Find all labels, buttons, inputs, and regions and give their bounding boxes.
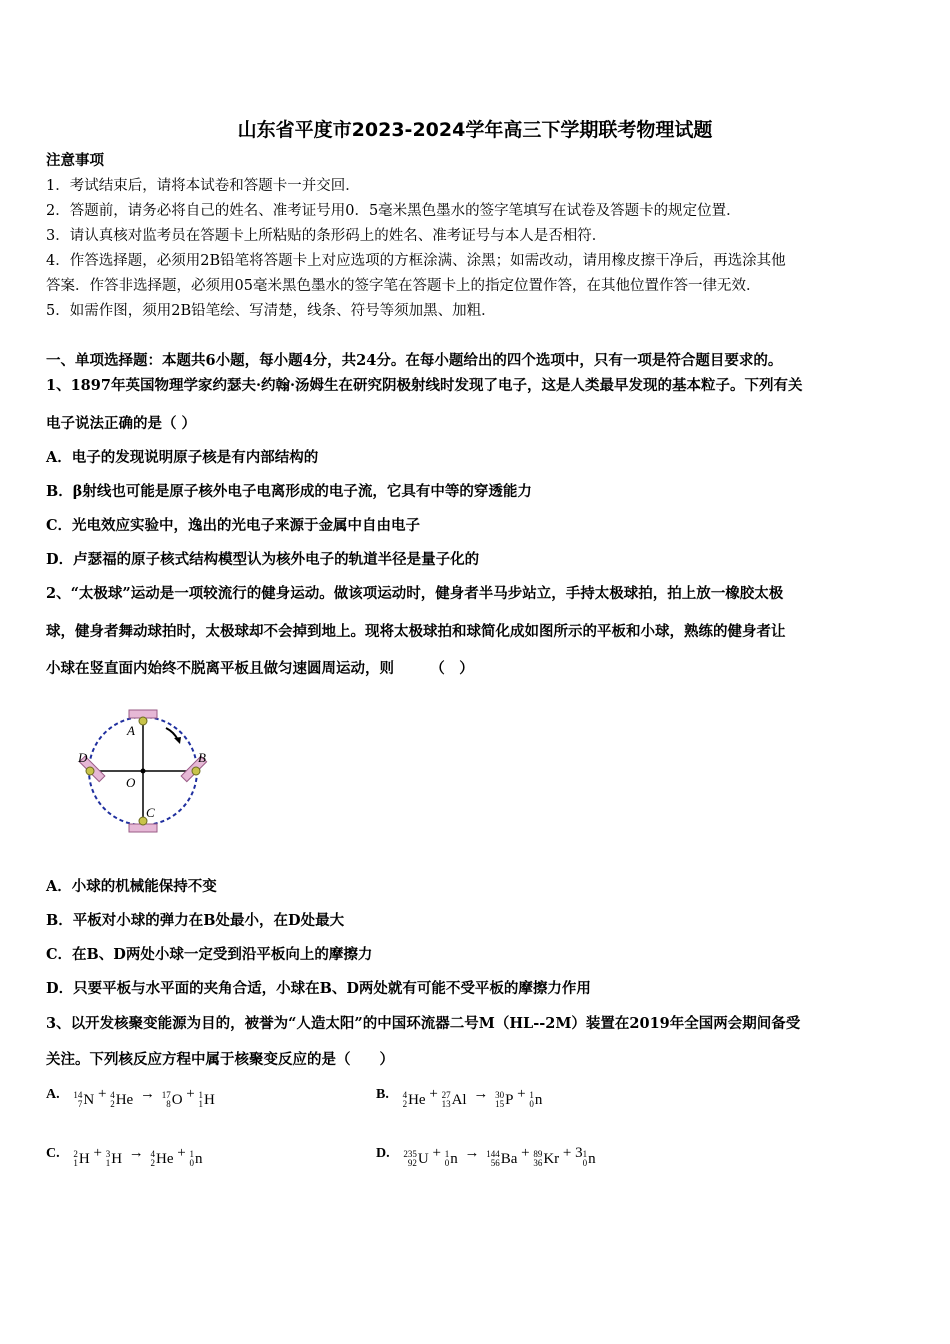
q1-stem: 电子说法正确的是（ ） xyxy=(46,415,197,432)
ball-d xyxy=(86,767,94,775)
q2-option-a: A．小球的机械能保持不变 xyxy=(46,878,217,895)
q2-stem: 2、“太极球”运动是一项较流行的健身运动。做该项运动时，健身者半马步站立，手持太极球拍，拍上放一橡胶太极 xyxy=(46,585,784,602)
notice-item: 1．考试结束后，请将本试卷和答题卡一并交回． xyxy=(46,178,360,194)
taiji-diagram xyxy=(68,702,228,842)
q1-option-a: A．电子的发现说明原子核是有内部结构的 xyxy=(46,449,319,466)
q1-stem: 1、1897年英国物理学家约瑟夫·约翰·汤姆生在研究阴极射线时发现了电子，这是人类最早发现的基本粒子。下列有关 xyxy=(46,377,803,394)
notice-item: 答案．作答非选择题，必须用05毫米黑色墨水的签字笔在答题卡上的指定位置作答，在其他位置作答一律无效． xyxy=(46,278,761,294)
notice-heading: 注意事项 xyxy=(46,152,104,169)
ball-b xyxy=(192,767,200,775)
q2-option-c: C．在B、D两处小球一定受到沿平板向上的摩擦力 xyxy=(46,946,373,963)
notice-item: 2．答题前，请务必将自己的姓名、准考证号用0．5毫米黑色墨水的签字笔填写在试卷及答题卡的规定位置． xyxy=(46,203,741,219)
q2-stem: 球，健身者舞动球拍时，太极球却不会掉到地上。现将太极球拍和球简化成如图所示的平板和小球，熟练的健身者让 xyxy=(46,623,786,640)
label-d: D xyxy=(78,750,88,765)
section-heading: 一、单项选择题：本题共6小题，每小题4分，共24分。在每小题给出的四个选项中，只有一项是符合题目要求的。 xyxy=(46,352,783,369)
label-o: O xyxy=(126,775,136,790)
page-title: 山东省平度市2023-2024学年高三下学期联考物理试题 xyxy=(237,119,713,141)
label-a: A xyxy=(127,723,135,738)
q2-option-b: B．平板对小球的弹力在B处最小，在D处最大 xyxy=(46,912,345,929)
q3-stem: 3、以开发核聚变能源为目的，被誉为“人造太阳”的中国环流器二号M（HL--2M）装置在2019年全国两会期间备受 xyxy=(46,1015,801,1032)
q1-option-b: B．β射线也可能是原子核外电子电离形成的电子流，它具有中等的穿透能力 xyxy=(46,483,532,500)
q3-option-c: C. 2 1 H + 3 1 H → 4 2 He + 1 0 n xyxy=(46,1145,203,1168)
q2-option-d: D．只要平板与水平面的夹角合适，小球在B、D两处就有可能不受平板的摩擦力作用 xyxy=(46,980,591,997)
notice-item: 4．作答选择题，必须用2B铅笔将答题卡上对应选项的方框涂满、涂黑；如需改动，请用橡皮擦干净后，再选涂其他 xyxy=(46,253,786,269)
q3-option-a: A. 14 7 N + 4 2 He → 17 8 O + 1 1 H xyxy=(46,1086,215,1109)
notice-item: 5．如需作图，须用2B铅笔绘、写清楚，线条、符号等须加黑、加粗． xyxy=(46,303,496,319)
q3-option-d: D. 235 92 U + 1 0 n → 144 56 Ba + 89 36 Kr + 3 1 0 n xyxy=(376,1145,596,1168)
q3-option-b: B. 4 2 He + 27 13 Al → 30 15 P + 1 0 n xyxy=(376,1086,543,1109)
q1-option-c: C．光电效应实验中，逸出的光电子来源于金属中自由电子 xyxy=(46,517,421,534)
label-b: B xyxy=(198,750,206,765)
q2-stem: 小球在竖直面内始终不脱离平板且做匀速圆周运动，则 （ ） xyxy=(46,660,474,677)
notice-item: 3．请认真核对监考员在答题卡上所粘贴的条形码上的姓名、准考证号与本人是否相符． xyxy=(46,228,607,244)
q1-option-d: D．卢瑟福的原子核式结构模型认为核外电子的轨道半径是量子化的 xyxy=(46,551,480,568)
label-c: C xyxy=(146,805,155,820)
q3-stem: 关注。下列核反应方程中属于核聚变反应的是（ ） xyxy=(46,1051,394,1068)
ball-a xyxy=(139,717,147,725)
